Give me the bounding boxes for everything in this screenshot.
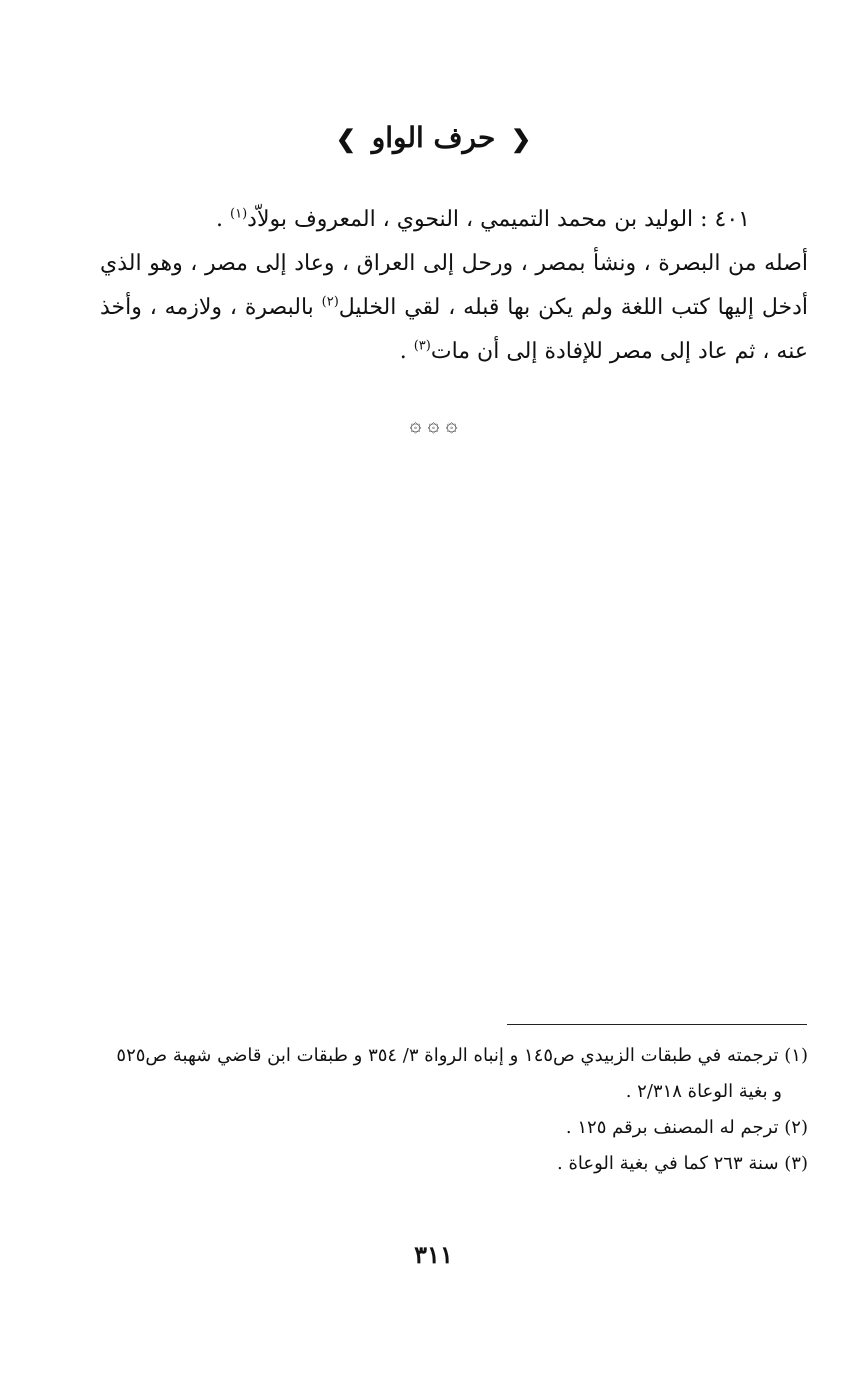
- entry-name: : الوليد بن محمد التميمي ، النحوي ، المعروف بولاّد: [247, 207, 708, 232]
- section-separator: [0, 412, 867, 436]
- footnote-divider: [507, 1024, 807, 1025]
- entry-number: ٤٠١: [714, 207, 750, 232]
- footnote-ref-2[interactable]: (٢): [321, 294, 339, 310]
- biography-entry: [100, 198, 808, 374]
- footnote-ref-3[interactable]: (٣): [413, 338, 431, 354]
- footnote-2: (٢) ترجم له المصنف برقم ١٢٥ .: [565, 1117, 808, 1138]
- footnote-1-continuation: و بغية الوعاة ٢/٣١٨ .: [625, 1081, 782, 1102]
- ornament-left-icon: ❮: [335, 124, 356, 153]
- page-number: ٣١١: [414, 1240, 453, 1269]
- footnote-3: (٣) سنة ٢٦٣ كما في بغية الوعاة .: [557, 1153, 808, 1174]
- footnote-1: (١) ترجمته في طبقات الزبيدي ص١٤٥ و إنباه الرواة ٣/ ٣٥٤ و طبقات ابن قاضي شهبة ص٥٢٥: [116, 1045, 808, 1066]
- entry-name-end: .: [216, 207, 223, 232]
- entry-header: [100, 198, 808, 242]
- chapter-heading: [0, 118, 867, 159]
- ornament-right-icon: ❯: [511, 124, 532, 153]
- entry-body-end: .: [399, 339, 407, 364]
- chapter-title: حرف الواو: [371, 121, 496, 154]
- entry-body: [100, 242, 808, 374]
- entry-body-part1: أصله من البصرة ، ونشأ بمصر ، ورحل إلى العراق ، وعاد إلى مصر ، وهو الذي أدخل إليها كتب اللغة ولم يكن بها قبله ، لقي الخليل: [100, 251, 808, 320]
- footnotes: [100, 1038, 808, 1182]
- sun-star-icon: ۞ ۞ ۞: [409, 412, 458, 436]
- entry-body-part2: بالبصرة ، ولازمه ، وأخذ عنه ، ثم عاد إلى مصر للإفادة إلى أن مات: [100, 295, 808, 364]
- footnote-ref-1[interactable]: (١): [230, 206, 248, 222]
